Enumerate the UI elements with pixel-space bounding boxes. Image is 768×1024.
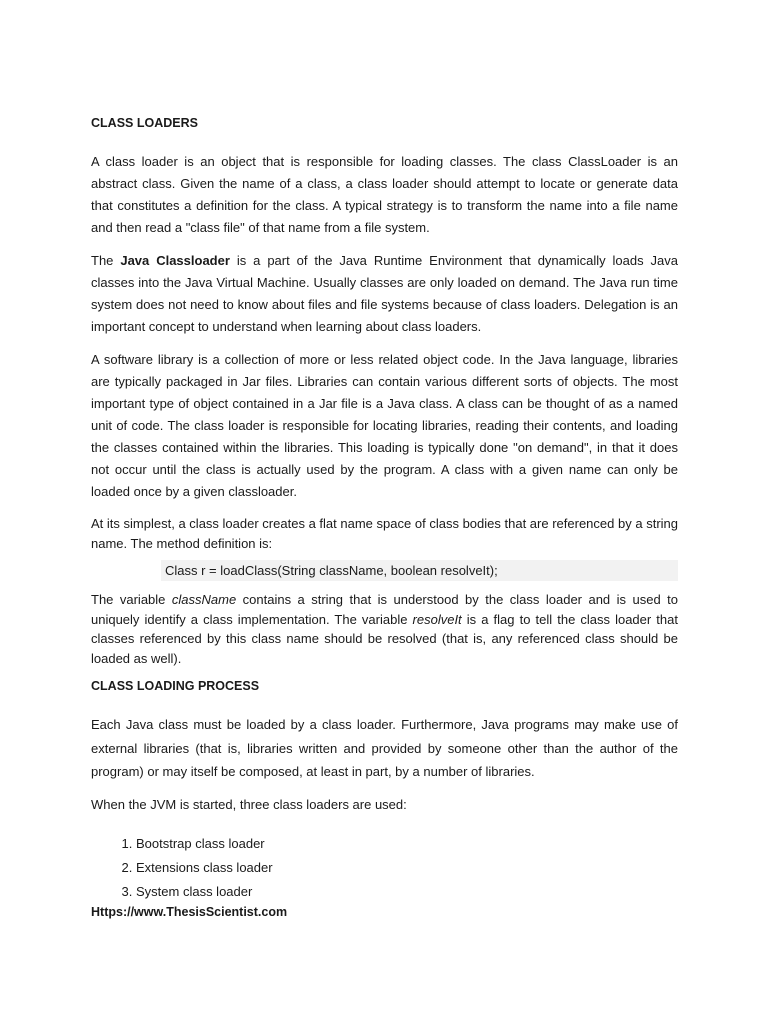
list-item: 2. Extensions class loader (136, 856, 678, 880)
para5-text3: is a flag to tell the class loader that classes referenced by this class name should be resolved (that is, any referenced class should be loaded as well). (91, 611, 678, 666)
list-item: 3. System class loader (136, 880, 678, 904)
document-body (91, 114, 678, 920)
paragraph-each-java-class: Each Java class must be loaded by a class loader. Furthermore, Java programs may make use of external libraries (that is, libraries written and provided by someone other than the author of the program) or may itself be composed, at least in part, by a number of libraries. (91, 717, 678, 779)
class-loader-list (91, 832, 678, 904)
para2-pre: The (91, 253, 121, 268)
paragraph-software-library: A software library is a collection of more or less related object code. In the Java language, libraries are typically packaged in Jar files. Libraries can contain various different sorts of objects. The most important type of object contained in a Jar file is a Java class. A class can be thought of as a named unit of code. The class loader is responsible for locating libraries, reading their contents, and loading the classes contained within the libraries. This loading is typically done "on demand", in that it does not occur until the class is actually used by the program. A class with a given name can only be loaded once by a given classloader. (91, 352, 678, 499)
para5-text1: The variable (91, 592, 172, 607)
code-line-loadclass: Class r = loadClass(String className, boolean resolveIt); (161, 560, 678, 581)
paragraph-flat-namespace: At its simplest, a class loader creates a flat name space of class bodies that are referenced by a string name. The method definition is: (91, 516, 678, 551)
paragraph-variables (91, 590, 678, 668)
para5-text2: contains a string that is understood by the class loader and is used to uniquely identify a class implementation. The variable (91, 592, 678, 627)
list-item: 1. Bootstrap class loader (136, 832, 678, 856)
para2-post: is a part of the Java Runtime Environment that dynamically loads Java classes into the Java Virtual Machine. Usually classes are only loaded on demand. The Java run time system does not need to know about files and file systems because of class loaders. Delegation is an important concept to understand when learning about class loaders. (91, 253, 679, 334)
section-heading-class-loaders: CLASS LOADERS (91, 116, 198, 130)
para5-italic-classname: className (171, 592, 237, 607)
para5-italic-resolveit: resolveIt (412, 611, 462, 627)
paragraph-class-loader-definition: A class loader is an object that is responsible for loading classes. The class ClassLoader is an abstract class. Given the name of a class, a class loader should attempt to locate or generate data that constitutes a definition for the class. A typical strategy is to transform the name into a file name and then read a "class file" of that name from a file system. (91, 154, 678, 235)
paragraph-jvm-started: When the JVM is started, three class loaders are used: (91, 796, 407, 812)
section-heading-class-loading-process: CLASS LOADING PROCESS (91, 679, 260, 693)
para2-bold-term: Java Classloader (120, 253, 230, 268)
paragraph-java-classloader (91, 250, 678, 338)
footer-url: Https://www.ThesisScientist.com (91, 904, 288, 919)
